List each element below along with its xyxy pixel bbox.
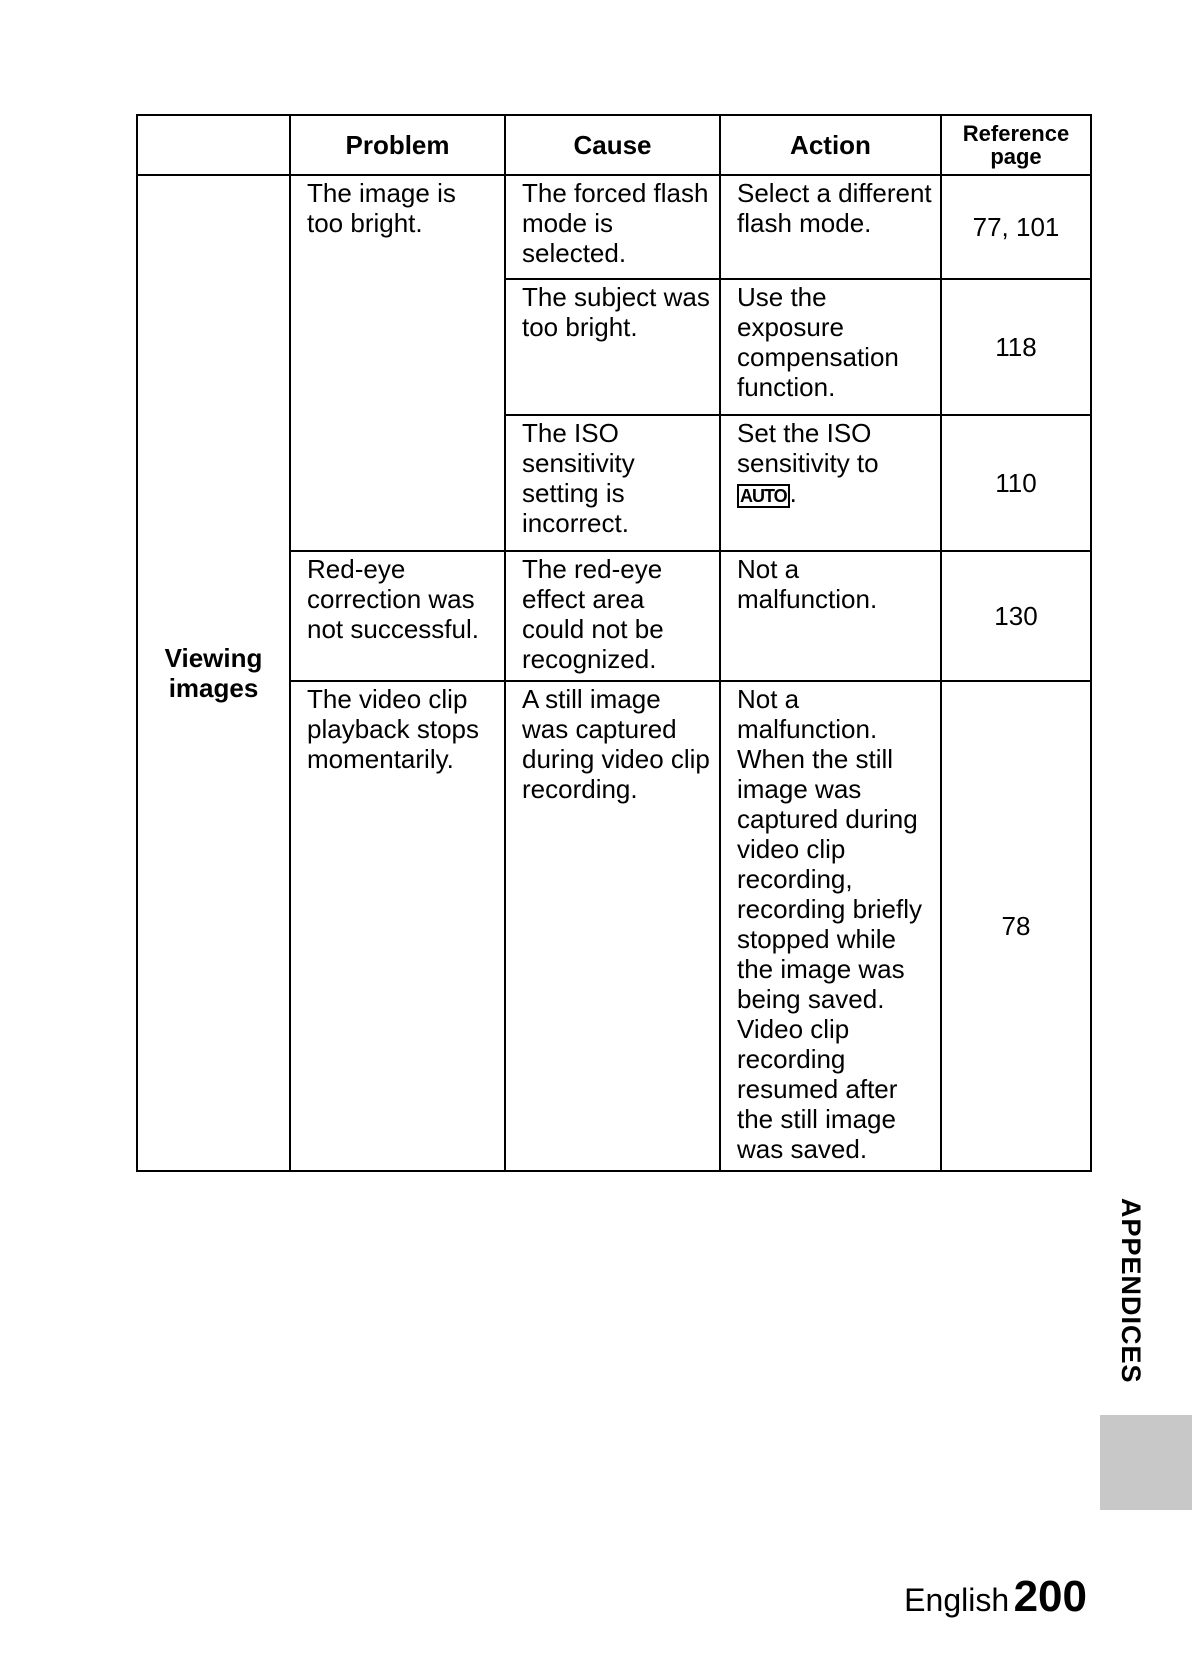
header-problem: Problem <box>290 115 505 175</box>
header-cause: Cause <box>505 115 720 175</box>
reference-cell: 78 <box>941 681 1091 1171</box>
cause-cell: The subject was too bright. <box>505 279 720 415</box>
action-cell: Use the exposure compensation function. <box>720 279 941 415</box>
reference-cell: 110 <box>941 415 1091 551</box>
section-tab-marker <box>1100 1415 1192 1510</box>
action-cell: Not a malfunction. <box>720 551 941 681</box>
category-cell: Viewing images <box>137 175 290 1171</box>
problem-cell: The video clip playback stops momentarily. <box>290 681 505 1171</box>
table-row <box>137 175 1091 279</box>
reference-cell: 77, 101 <box>941 175 1091 279</box>
action-suffix: . <box>789 478 797 508</box>
problem-cell: Red-eye correction was not successful. <box>290 551 505 681</box>
page-footer <box>904 1572 1087 1622</box>
action-text: Set the ISO sensitivity to <box>737 418 879 478</box>
section-tab-label: APPENDICES <box>1116 1198 1146 1384</box>
footer-language: English <box>904 1582 1010 1618</box>
action-cell <box>720 415 941 551</box>
cause-cell: The ISO sensitivity setting is incorrect. <box>505 415 720 551</box>
page-number: 200 <box>1013 1572 1087 1621</box>
iso-auto-icon: AUTO <box>737 484 790 508</box>
header-reference: Reference page <box>941 115 1091 175</box>
header-action: Action <box>720 115 941 175</box>
problem-cell: The image is too bright. <box>290 175 505 551</box>
header-blank <box>137 115 290 175</box>
action-cell: Select a different flash mode. <box>720 175 941 279</box>
action-cell: Not a malfunction. When the still image was captured during video clip recording, recording briefly stopped while the image was being saved. Video clip recording resumed after the still image was saved. <box>720 681 941 1171</box>
troubleshooting-table <box>136 114 1092 1172</box>
header-row <box>137 115 1091 175</box>
reference-cell: 130 <box>941 551 1091 681</box>
cause-cell: The forced flash mode is selected. <box>505 175 720 279</box>
reference-cell: 118 <box>941 279 1091 415</box>
cause-cell: The red-eye effect area could not be recognized. <box>505 551 720 681</box>
cause-cell: A still image was captured during video clip recording. <box>505 681 720 1171</box>
